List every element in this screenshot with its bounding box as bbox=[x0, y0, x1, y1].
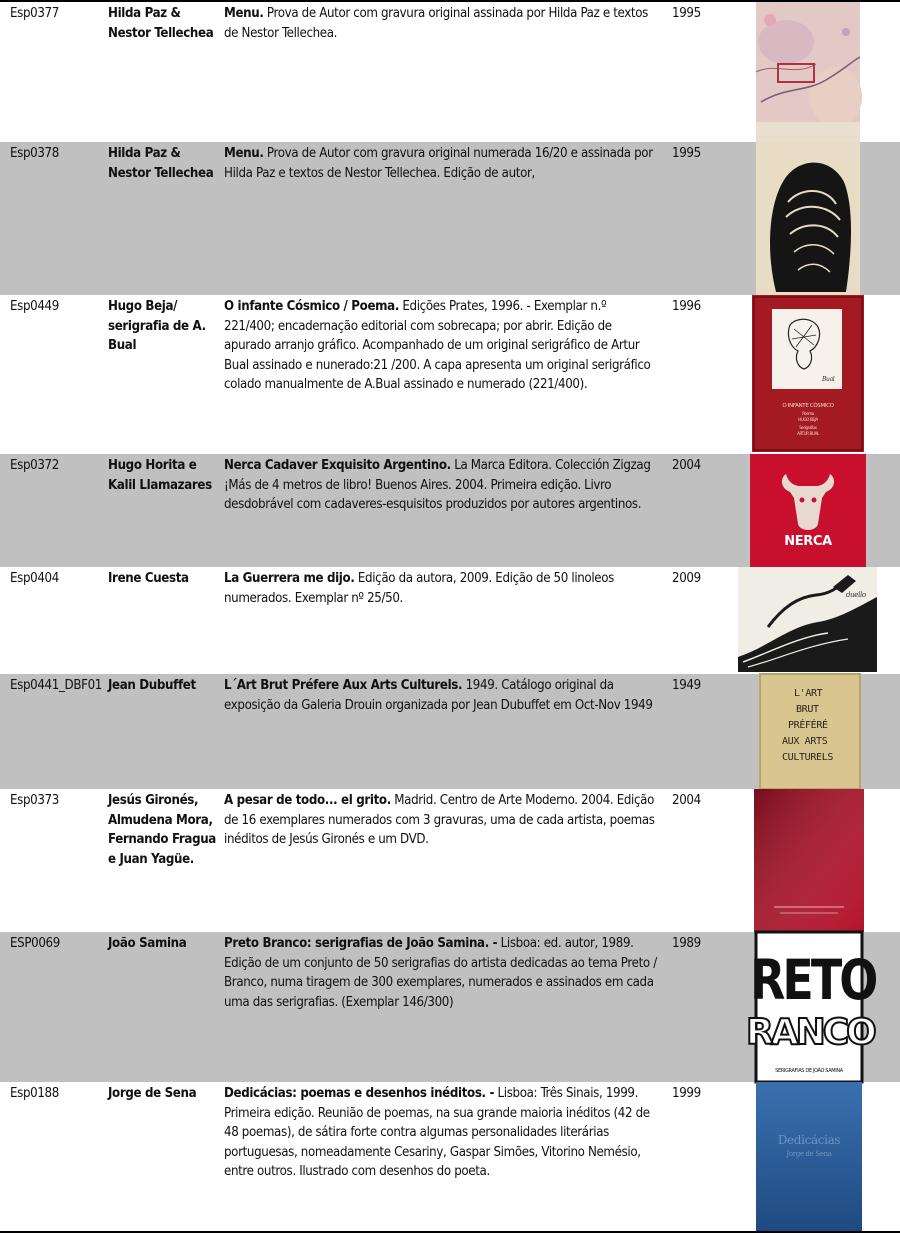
svg-text:PRÉFÉRÉ: PRÉFÉRÉ bbox=[788, 720, 828, 731]
cover-image-a-pesar-de-todo bbox=[754, 789, 864, 932]
year: 2004 bbox=[672, 458, 701, 473]
svg-text:Serigrafias: Serigrafias bbox=[799, 425, 817, 430]
title: Nerca Cadaver Exquisito Argentino. bbox=[224, 458, 451, 473]
title: Menu. bbox=[224, 146, 264, 161]
details: Lisboa: ed. autor, 1989. Edição de um conjunto de 50 serigrafias do artista dedicadas ao tema Preto / Branco, numa tiragem de 300 exemplares, numerados e assinados em cada uma das serigrafias. (Exemplar 146/300) bbox=[224, 936, 657, 1010]
table-row bbox=[0, 932, 900, 1082]
cover-image-art-brut bbox=[760, 674, 860, 789]
ref-code: ESP0069 bbox=[10, 936, 60, 951]
title: Dedicácias: poemas e desenhos inéditos. - bbox=[224, 1086, 495, 1101]
svg-text:Bual: Bual bbox=[822, 376, 835, 383]
details: Madrid. Centro de Arte Moderno. 2004. Edição de 16 exemplares numerados com 3 gravuras, uma de cada artista, poemas inéditos de Jesús Gironés e um DVD. bbox=[224, 793, 655, 848]
description bbox=[224, 932, 672, 1012]
details: Prova de Autor com gravura original assinada por Hilda Paz e textos de Nestor Tellechea. bbox=[224, 6, 648, 41]
year: 1949 bbox=[672, 678, 701, 693]
svg-text:CULTURELS: CULTURELS bbox=[782, 752, 834, 763]
ref-code: Esp0449 bbox=[10, 299, 59, 314]
svg-text:Poema: Poema bbox=[802, 411, 814, 416]
cover-image-nerca bbox=[750, 454, 866, 567]
author: Hilda Paz & Nestor Tellechea bbox=[108, 146, 214, 181]
svg-text:Jorge de Sena: Jorge de Sena bbox=[786, 1150, 832, 1158]
nerca-label: NERCA bbox=[784, 534, 832, 549]
table-row bbox=[0, 674, 900, 789]
year: 2004 bbox=[672, 793, 701, 808]
ref-code: Esp0372 bbox=[10, 458, 59, 473]
year: 1995 bbox=[672, 6, 701, 21]
description bbox=[224, 674, 672, 715]
svg-text:HUGO BEJA: HUGO BEJA bbox=[798, 417, 818, 422]
ref-code: Esp0373 bbox=[10, 793, 59, 808]
author: Jorge de Sena bbox=[108, 1086, 197, 1101]
svg-text:BRUT: BRUT bbox=[796, 704, 819, 715]
table-row bbox=[0, 142, 900, 295]
table-row bbox=[0, 2, 900, 142]
cover-title-text: O INFANTE CÓSMICO bbox=[782, 403, 834, 409]
cover-image-preto-branco bbox=[746, 932, 876, 1082]
description bbox=[224, 789, 672, 850]
year: 1996 bbox=[672, 299, 701, 314]
ref-code: Esp0377 bbox=[10, 6, 59, 21]
svg-text:AUX ARTS: AUX ARTS bbox=[782, 736, 828, 747]
description bbox=[224, 295, 672, 395]
title: L´Art Brut Préfere Aux Arts Culturels. bbox=[224, 678, 463, 693]
svg-text:ARTUR BUAL: ARTUR BUAL bbox=[797, 431, 819, 436]
description bbox=[224, 142, 672, 183]
author: Hugo Horita e Kalil Llamazares bbox=[108, 458, 212, 493]
table-row bbox=[0, 789, 900, 932]
table-row bbox=[0, 454, 900, 567]
author: Hugo Beja/ serigrafia de A. Bual bbox=[108, 299, 206, 354]
title: A pesar de todo... el grito. bbox=[224, 793, 391, 808]
description bbox=[224, 567, 672, 608]
catalog-table bbox=[0, 2, 900, 1232]
svg-text:duello: duello bbox=[846, 591, 866, 599]
year: 2009 bbox=[672, 571, 701, 586]
cover-image-dedicacias bbox=[756, 1082, 862, 1232]
title: O infante Cósmico / Poema. bbox=[224, 299, 399, 314]
details: Edição da autora, 2009. Edição de 50 linoleos numerados. Exemplar nº 25/50. bbox=[224, 571, 614, 606]
cover-image-infante-cosmico bbox=[752, 295, 864, 452]
cover-image-menu-2 bbox=[756, 142, 860, 295]
preto-label: RETO bbox=[750, 948, 876, 1013]
details: La Marca Editora. Colección Zigzag ¡Más de 4 metros de libro! Buenos Aires. 2004. Primeira edição. Livro desdobrável com cadaveres-esquisitos produzidos por autores argentinos. bbox=[224, 458, 651, 513]
author: Jean Dubuffet bbox=[108, 678, 196, 693]
ref-code: Esp0404 bbox=[10, 571, 59, 586]
details: Edições Prates, 1996. - Exemplar n.º 221/400; encadernação editorial com sobrecapa; por abrir. Edição de apurado arranjo gráfico. Acompanhado de um original serigráfico de Artur Bual assinado e nunerado:21 /200. A capa apresenta um original serigráfico colado manualmente de A.Bual assinado e numerado (221/400). bbox=[224, 299, 651, 393]
details: 1949. Catálogo original da exposição da Galeria Drouin organizada por Jean Dubuffet em Oct-Nov 1949 bbox=[224, 678, 653, 713]
ref-code: Esp0378 bbox=[10, 146, 59, 161]
ref-code: Esp0441_DBF01 bbox=[10, 678, 102, 693]
cover-image-la-guerrera bbox=[738, 567, 877, 672]
title: Preto Branco: serigrafias de João Samina. - bbox=[224, 936, 498, 951]
year: 1995 bbox=[672, 146, 701, 161]
table-row bbox=[0, 295, 900, 454]
author: Hilda Paz & Nestor Tellechea bbox=[108, 6, 214, 41]
table-row bbox=[0, 567, 900, 674]
year: 1989 bbox=[672, 936, 701, 951]
ref-code: Esp0188 bbox=[10, 1086, 59, 1101]
table-row bbox=[0, 1082, 900, 1232]
description bbox=[224, 1082, 672, 1182]
title: Menu. bbox=[224, 6, 264, 21]
svg-text:SERIGRAFIAS DE JOÃO SAMINA: SERIGRAFIAS DE JOÃO SAMINA bbox=[775, 1068, 843, 1074]
cover-image-menu-1 bbox=[756, 2, 860, 142]
title: La Guerrera me dijo. bbox=[224, 571, 355, 586]
branco-label: RANCO bbox=[746, 1012, 874, 1053]
author: João Samina bbox=[108, 936, 187, 951]
year: 1999 bbox=[672, 1086, 701, 1101]
details: Lisboa: Três Sinais, 1999. Primeira edição. Reunião de poemas, na sua grande maioria inéditos (42 de 48 poemas), de sátira forte contra algumas personalidades literárias portuguesas, nomeadamente Cesariny, Gaspar Simões, Vitorino Nemésio, entre outros. Ilustrado com desenhos do poeta. bbox=[224, 1086, 650, 1180]
description bbox=[224, 2, 672, 43]
sena-title-text: Dedicácias bbox=[777, 1133, 841, 1147]
description bbox=[224, 454, 672, 515]
author: Irene Cuesta bbox=[108, 571, 189, 586]
details: Prova de Autor com gravura original numerada 16/20 e assinada por Hilda Paz e textos de Nestor Tellechea. Edição de autor, bbox=[224, 146, 653, 181]
svg-text:L'ART: L'ART bbox=[794, 688, 823, 699]
author: Jesús Gironés, Almudena Mora, Fernando Fragua e Juan Yagüe. bbox=[108, 793, 216, 867]
